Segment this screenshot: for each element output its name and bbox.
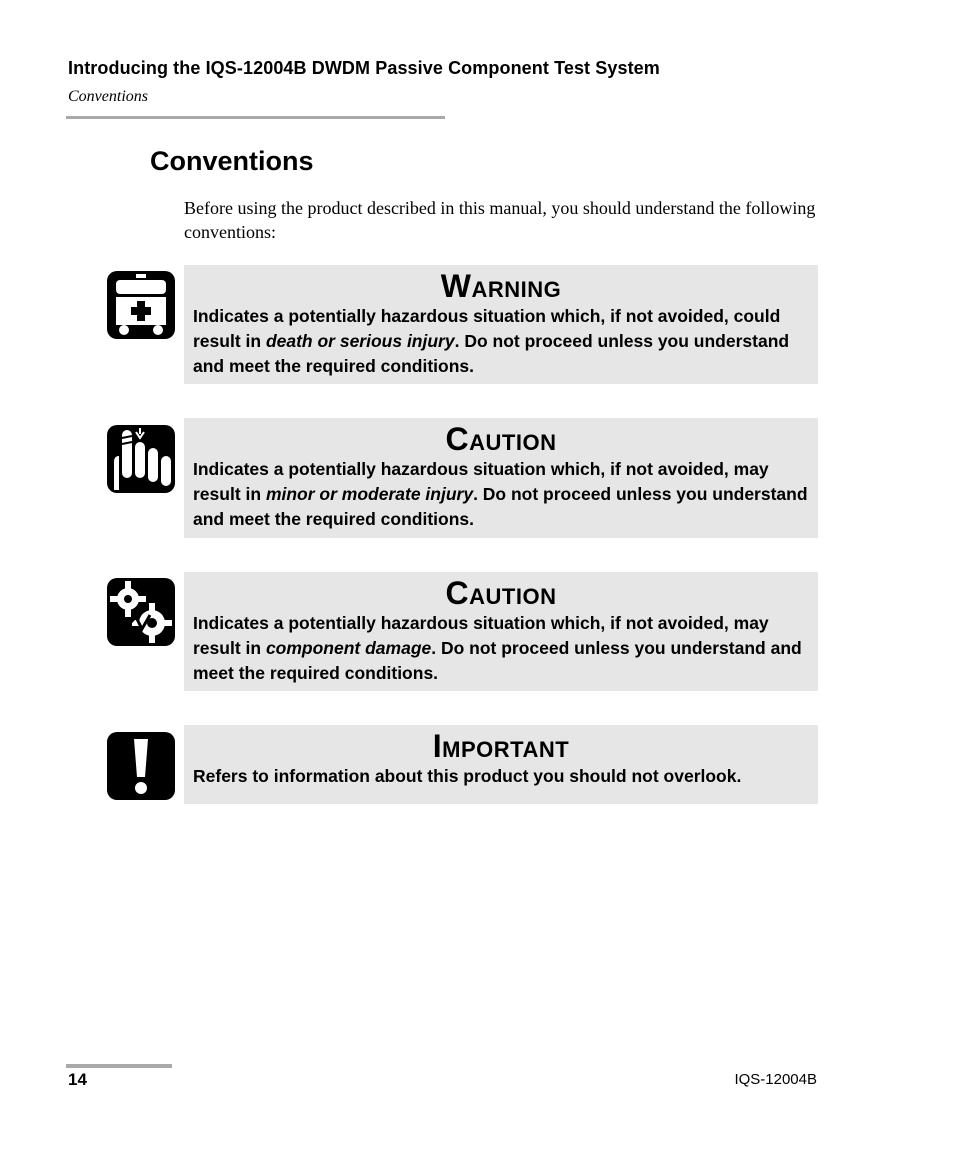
ambulance-icon (106, 270, 176, 340)
bandaged-hand-icon (106, 424, 176, 494)
broken-gear-icon (106, 577, 176, 647)
notice-body: Refers to information about this product you should not overlook. (193, 766, 742, 786)
running-subheader: Conventions (68, 88, 148, 105)
product-name: IQS-12004B (734, 1071, 817, 1088)
notice-body: Indicates a potentially hazardous situation which, if not avoided, may result in component damage. Do not proceed unless you understand and meet the required conditions. (193, 613, 802, 683)
page-number: 14 (68, 1070, 87, 1089)
footer-rule (66, 1064, 172, 1068)
notice-body: Indicates a potentially hazardous situation which, if not avoided, may result in minor or moderate injury. Do not proceed unless you understand and meet the required conditions. (193, 459, 808, 529)
notice-title: Important (432, 728, 570, 764)
warning-notice (184, 265, 818, 384)
important-notice (184, 725, 818, 804)
notice-title: Warning (440, 268, 562, 304)
caution-component-notice (184, 572, 818, 691)
notice-title: Caution (445, 421, 557, 457)
intro-paragraph: Before using the product described in this manual, you should understand the following conventions: (184, 198, 816, 242)
notice-title: Caution (445, 575, 557, 611)
caution-injury-notice (184, 418, 818, 538)
running-header: Introducing the IQS-12004B DWDM Passive Component Test System (68, 58, 660, 78)
section-title: Conventions (150, 146, 314, 176)
notice-body: Indicates a potentially hazardous situation which, if not avoided, could result in death or serious injury. Do not proceed unless you understand and meet the required conditions. (193, 306, 790, 376)
header-rule (66, 116, 445, 119)
exclamation-icon (106, 731, 176, 801)
